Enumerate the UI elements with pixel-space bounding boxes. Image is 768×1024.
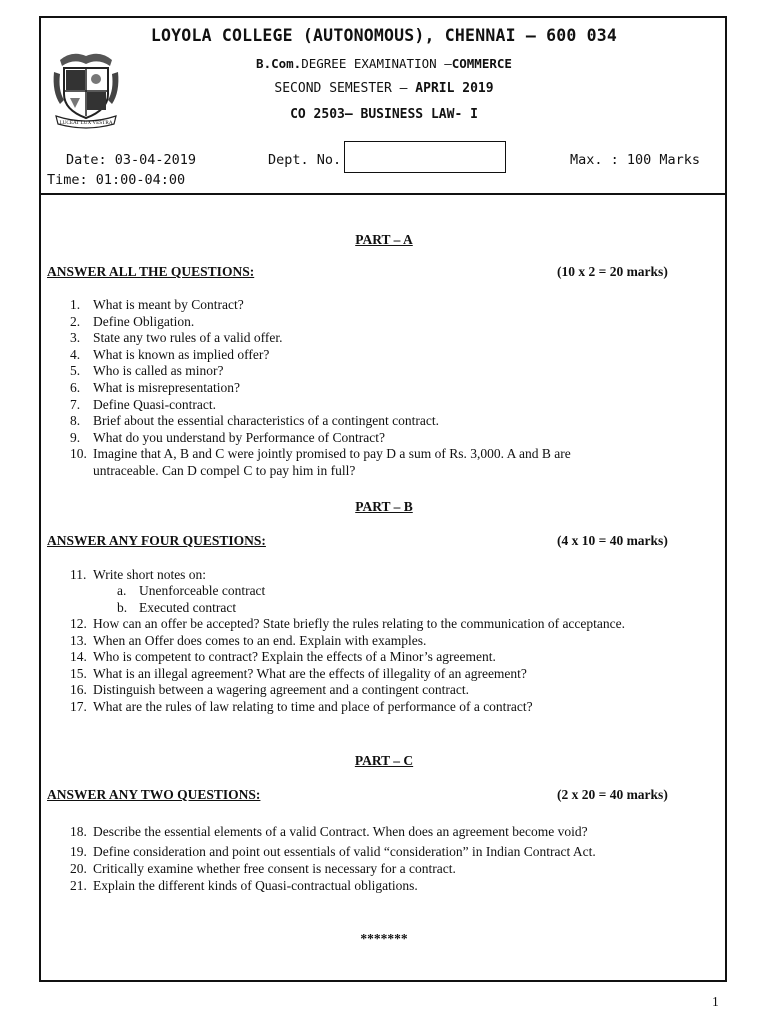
question-text: Define Quasi-contract. — [93, 396, 216, 412]
logo-motto: LUCEAT LUX VESTRA — [59, 120, 113, 126]
question-number: 15. — [70, 665, 87, 681]
question-item — [70, 363, 571, 380]
question-item — [70, 413, 571, 430]
question-number: 4. — [70, 346, 81, 362]
question-text: How can an offer be accepted? State briefly the rules relating to the communication of acceptance. — [93, 616, 626, 631]
part-a-marks: (10 x 2 = 20 marks) — [557, 264, 668, 279]
question-item — [70, 842, 596, 862]
sub-question-text: Unenforceable contract — [139, 583, 266, 598]
question-number: 20. — [70, 861, 87, 876]
question-number: 13. — [70, 632, 87, 648]
dept-no-box[interactable] — [344, 141, 506, 173]
question-item — [70, 330, 571, 347]
degree-program: B.Com. — [256, 56, 302, 71]
question-item — [70, 314, 571, 331]
question-number: 9. — [70, 429, 81, 445]
question-number: 6. — [70, 379, 81, 395]
end-of-paper-stars: ******* — [360, 931, 408, 946]
question-item — [70, 347, 571, 364]
question-number: 21. — [70, 877, 87, 893]
question-text: Imagine that A, B and C were jointly promised to pay D a sum of Rs. 3,000. A and B are — [93, 446, 571, 462]
header-divider — [39, 193, 727, 195]
question-number: 5. — [70, 363, 81, 379]
question-text: What is known as implied offer? — [93, 346, 270, 362]
question-item — [70, 861, 596, 878]
sub-question-a — [117, 583, 266, 599]
question-text: Write short notes on: — [93, 567, 207, 582]
question-text: Who is competent to contract? Explain the effects of a Minor’s agreement. — [93, 649, 496, 665]
question-item — [70, 297, 571, 314]
question-text: What do you understand by Performance of Contract? — [93, 429, 386, 445]
question-number: 19. — [70, 843, 87, 859]
question-item — [70, 822, 596, 842]
exam-time: Time: 01:00-04:00 — [47, 172, 186, 188]
sub-question-text: Executed contract — [139, 600, 237, 615]
question-number: 14. — [70, 649, 87, 665]
question-text-continued: untraceable. Can D compel C to pay him in full? — [93, 462, 356, 478]
part-b-instruction: ANSWER ANY FOUR QUESTIONS: — [47, 533, 266, 548]
sub-question-letter: a. — [117, 583, 127, 598]
question-item — [70, 666, 625, 683]
question-item — [70, 649, 625, 666]
question-item — [70, 567, 206, 584]
question-item — [70, 633, 625, 650]
part-a-instruction: ANSWER ALL THE QUESTIONS: — [47, 264, 255, 279]
part-c-title: PART – C — [354, 753, 414, 768]
dept-no-label: Dept. No. — [268, 152, 342, 168]
part-b-q11 — [70, 567, 206, 584]
degree-subject: COMMERCE — [451, 56, 512, 71]
question-text: What are the rules of law relating to time and place of performance of a contract? — [93, 698, 533, 714]
question-number: 12. — [70, 616, 87, 631]
part-b-marks: (4 x 10 = 40 marks) — [557, 533, 668, 548]
question-number: 11. — [70, 567, 87, 582]
question-text: Critically examine whether free consent is necessary for a contract. — [93, 861, 456, 876]
sub-question-b — [117, 600, 237, 616]
question-text: When an Offer does comes to an end. Explain with examples. — [93, 632, 427, 648]
question-number: 1. — [70, 297, 81, 312]
page-number: 1 — [712, 994, 719, 1009]
question-text: What is an illegal agreement? What are the effects of illegality of an agreement? — [93, 665, 527, 681]
question-item — [70, 446, 571, 479]
question-number: 10. — [70, 446, 87, 462]
semester-line — [40, 81, 728, 96]
exam-date: Date: 03-04-2019 — [66, 152, 197, 168]
question-item — [70, 397, 571, 414]
question-number: 2. — [70, 313, 81, 329]
question-item — [70, 616, 625, 633]
question-item — [70, 682, 625, 699]
part-b-title: PART – B — [355, 499, 413, 514]
semester-label: SECOND SEMESTER – — [274, 81, 416, 96]
question-text: Distinguish between a wagering agreement and a contingent contract. — [93, 682, 469, 698]
part-c-instruction: ANSWER ANY TWO QUESTIONS: — [47, 787, 261, 802]
question-number: 8. — [70, 413, 81, 429]
question-number: 3. — [70, 330, 81, 346]
question-item — [70, 380, 571, 397]
part-a-title: PART – A — [355, 232, 413, 247]
question-text: Define consideration and point out essentials of valid “consideration” in Indian Contract Act. — [93, 843, 596, 859]
part-b-questions — [70, 616, 625, 716]
question-number: 7. — [70, 396, 81, 412]
question-number: 17. — [70, 698, 87, 714]
question-item — [70, 430, 571, 447]
college-name: LOYOLA COLLEGE (AUTONOMOUS), CHENNAI – 600 034 — [150, 26, 618, 45]
question-number: 18. — [70, 824, 87, 839]
part-c-questions — [70, 822, 596, 894]
part-a-questions — [70, 297, 571, 480]
question-text: What is meant by Contract? — [93, 297, 244, 312]
degree-exam: DEGREE EXAMINATION – — [301, 56, 452, 71]
max-marks: Max. : 100 Marks — [570, 152, 701, 168]
question-text: Explain the different kinds of Quasi-contractual obligations. — [93, 877, 418, 893]
question-item — [70, 699, 625, 716]
question-text: Brief about the essential characteristics of a contingent contract. — [93, 413, 439, 429]
question-item — [70, 878, 596, 895]
question-text: Who is called as minor? — [93, 363, 224, 379]
part-c-marks: (2 x 20 = 40 marks) — [557, 787, 668, 802]
question-number: 16. — [70, 682, 87, 698]
course-title: CO 2503– BUSINESS LAW- I — [290, 107, 478, 122]
question-text: Describe the essential elements of a valid Contract. When does an agreement become void? — [93, 824, 588, 839]
question-text: State any two rules of a valid offer. — [93, 330, 283, 346]
question-text: What is misrepresentation? — [93, 379, 240, 395]
exam-month: APRIL 2019 — [415, 81, 494, 96]
degree-line — [40, 56, 728, 71]
question-text: Define Obligation. — [93, 313, 195, 329]
sub-question-letter: b. — [117, 600, 128, 615]
